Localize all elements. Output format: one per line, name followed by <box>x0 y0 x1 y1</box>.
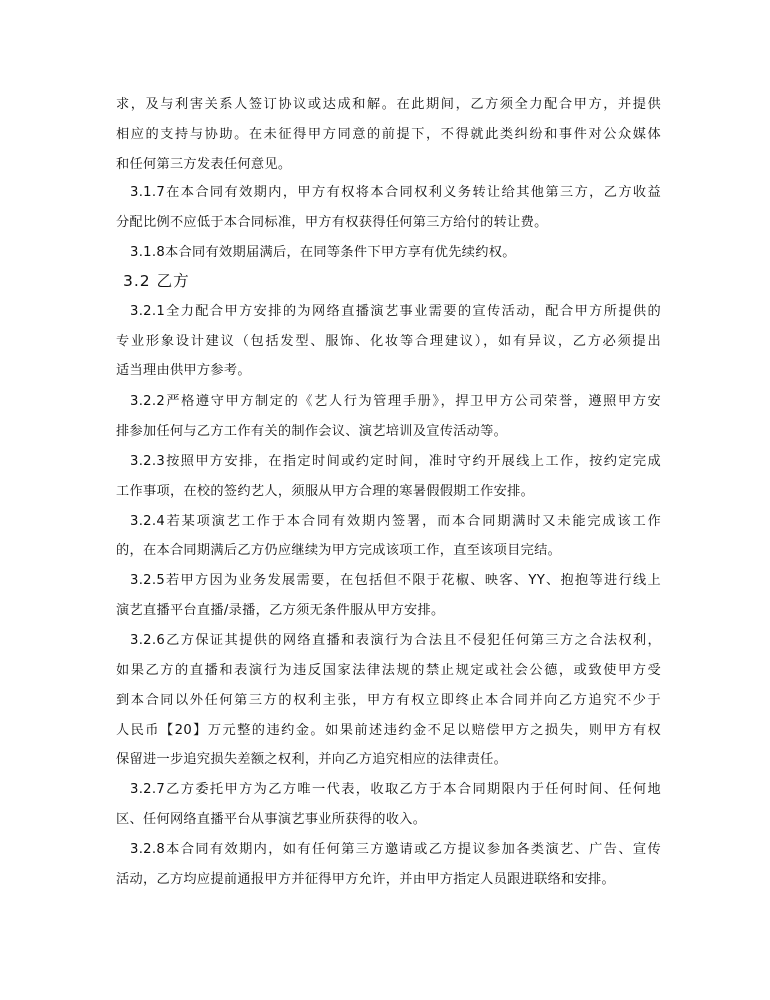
text-line: 活动，乙方均应提前通报甲方并征得甲方允许，并由甲方指定人员跟进联络和安排。 <box>116 872 616 887</box>
text-line: 3.2.8本合同有效期内，如有任何第三方邀请或乙方提议参加各类演艺、广告、宣传 <box>130 842 661 857</box>
text-line: 区、任何网络直播平台从事演艺事业所获得的收入。 <box>116 812 427 827</box>
text-line: 到本合同以外任何第三方的权利主张，甲方有权立即终止本合同并向乙方追究不少于 <box>116 693 661 708</box>
text-line: 3.2.6乙方保证其提供的网络直播和表演行为合法且不侵犯任何第三方之合法权利， <box>130 633 661 648</box>
text-line: 3.2.3按照甲方安排，在指定时间或约定时间，准时守约开展线上工作，按约定完成 <box>130 454 661 469</box>
text-line: 3.2.2严格遵守甲方制定的《艺人行为管理手册》，捍卫甲方公司荣誉，遵照甲方安 <box>130 394 661 409</box>
text-line: 专业形象设计建议（包括发型、服饰、化妆等合理建议），如有异议，乙方必须提出 <box>116 334 661 349</box>
text-line: 排参加任何与乙方工作有关的制作会议、演艺培训及宣传活动等。 <box>116 424 508 439</box>
text-line: 人民币【20】万元整的违约金。如果前述违约金不足以赔偿甲方之损失，则甲方有权 <box>116 723 661 738</box>
text-line: 求，及与利害关系人签订协议或达成和解。在此期间，乙方须全力配合甲方，并提供 <box>116 97 661 112</box>
text-line: 的，在本合同期满后乙方仍应继续为甲方完成该项工作，直至该项目完结。 <box>116 543 562 558</box>
text-line: 3.2.4若某项演艺工作于本合同有效期内签署，而本合同期满时又未能完成该工作 <box>130 514 661 529</box>
text-line: 演艺直播平台直播/录播，乙方须无条件服从甲方安排。 <box>116 603 445 618</box>
text-line: 相应的支持与协助。在未征得甲方同意的前提下，不得就此类纠纷和事件对公众媒体 <box>116 127 661 142</box>
section-heading: 3.2 乙方 <box>123 272 190 290</box>
text-line: 3.1.7在本合同有效期内，甲方有权将本合同权利义务转让给其他第三方，乙方收益 <box>130 185 661 200</box>
text-line: 3.2.7乙方委托甲方为乙方唯一代表，收取乙方于本合同期限内于任何时间、任何地 <box>130 782 661 797</box>
text-line: 工作事项，在校的签约艺人，须服从甲方合理的寒暑假假期工作安排。 <box>116 484 535 499</box>
text-line: 3.1.8本合同有效期届满后，在同等条件下甲方享有优先续约权。 <box>130 245 516 260</box>
text-line: 如果乙方的直播和表演行为违反国家法律法规的禁止规定或社会公德，或致使甲方受 <box>116 663 661 678</box>
text-line: 3.2.5若甲方因为业务发展需要，在包括但不限于花椒、映客、YY、抱抱等进行线上 <box>130 573 661 588</box>
text-line: 适当理由供甲方参考。 <box>116 363 251 378</box>
text-line: 和任何第三方发表任何意见。 <box>116 157 292 172</box>
text-line: 保留进一步追究损失差额之权利，并向乙方追究相应的法律责任。 <box>116 752 508 767</box>
text-line: 3.2.1全力配合甲方安排的为网络直播演艺事业需要的宣传活动，配合甲方所提供的 <box>130 304 661 319</box>
text-line: 分配比例不应低于本合同标准，甲方有权获得任何第三方给付的转让费。 <box>116 215 548 230</box>
